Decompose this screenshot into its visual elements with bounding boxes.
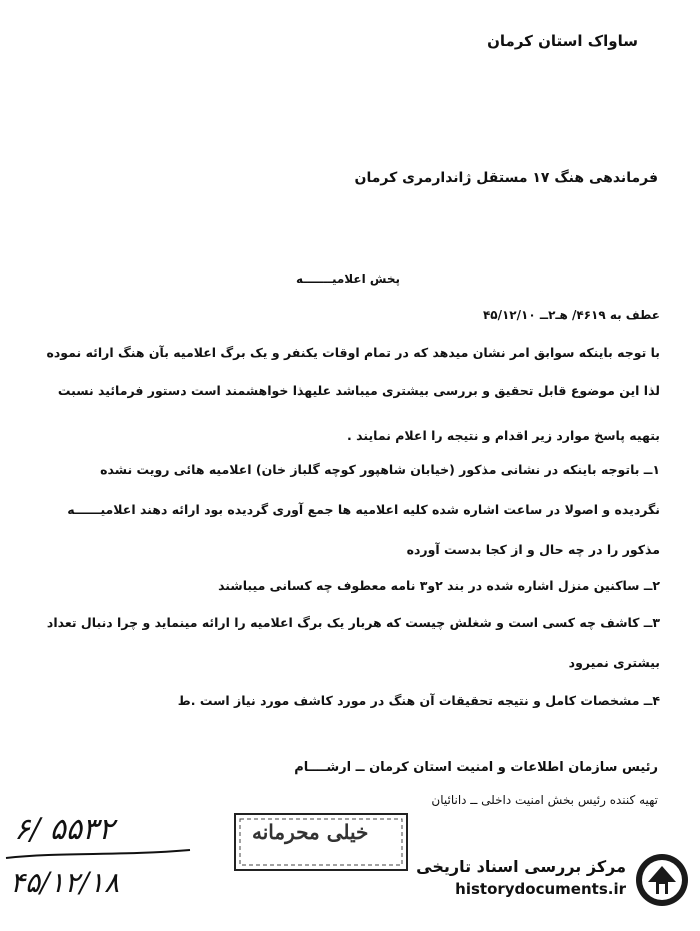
handwritten-date: ۴۵/۱۲/۱۸	[10, 866, 120, 899]
reference-line: عطف به ۴۶۱۹/ هـ۲ــ ۴۵/۱۲/۱۰	[482, 308, 660, 322]
signature-line: رئیس سازمان اطلاعات و امنیت استان کرمان ــ ارشــــام	[294, 760, 658, 775]
body-line: با توجه باینکه سوابق امر نشان میدهد که در تمام اوقات یکنفر و یک برگ اعلامیه بآن هنگ ارائه نموده	[46, 345, 660, 360]
watermark-url: historydocuments.ir	[455, 880, 626, 898]
body-line: لذا این موضوع قابل تحقیق و بررسی بیشتری میباشد علیهذا خواهشمند است دستور فرمائید نسبت	[57, 383, 660, 398]
subject-line: پخش اعلامیـــــــه	[295, 272, 400, 286]
body-line: ۴ــ مشخصات کامل و نتیجه تحقیقات آن هنگ در مورد کاشف مورد نیاز است .ط	[177, 693, 660, 708]
body-line: ۱ــ باتوجه باینکه در نشانی مذکور (خیابان شاهپور کوچه گلباز خان) اعلامیه هائی رویت نشده	[100, 462, 660, 477]
handwritten-number: ۶/ ۵۵۳۲	[14, 812, 115, 847]
document-header: ساواک استان کرمان	[487, 32, 638, 50]
body-line: بیشتری نمیرود	[568, 655, 660, 670]
body-line: مذکور را در چه حال و از کجا بدست آورده	[406, 542, 660, 557]
addressee-line: فرماندهی هنگ ۱۷ مستقل ژاندارمری کرمان	[354, 170, 658, 186]
body-line: ۳ــ کاشف چه کسی است و شغلش چیست که هربار یک برگ اعلامیه را ارائه مینماید و چرا دنبال تعداد	[46, 615, 660, 630]
watermark-title: مرکز بررسی اسناد تاریخی	[416, 857, 626, 876]
body-line: بتهیه پاسخ موارد زیر اقدام و نتیجه را اعلام نمایند .	[347, 428, 660, 443]
body-line: نگردیده و اصولا در ساعت اشاره شده کلیه اعلامیه ها جمع آوری گردیده بود ارائه دهند اعلامیــــــه	[67, 502, 660, 517]
classification-stamp: خیلی محرمانه	[252, 820, 369, 844]
body-line: ۲ــ ساکنین منزل اشاره شده در بند ۲و۳ نامه معطوف چه کسانی میباشند	[218, 578, 660, 593]
prepared-by-line: تهیه کننده رئیس بخش امنیت داخلی ــ دانائیان	[431, 793, 658, 807]
history-documents-logo-icon	[634, 852, 690, 908]
